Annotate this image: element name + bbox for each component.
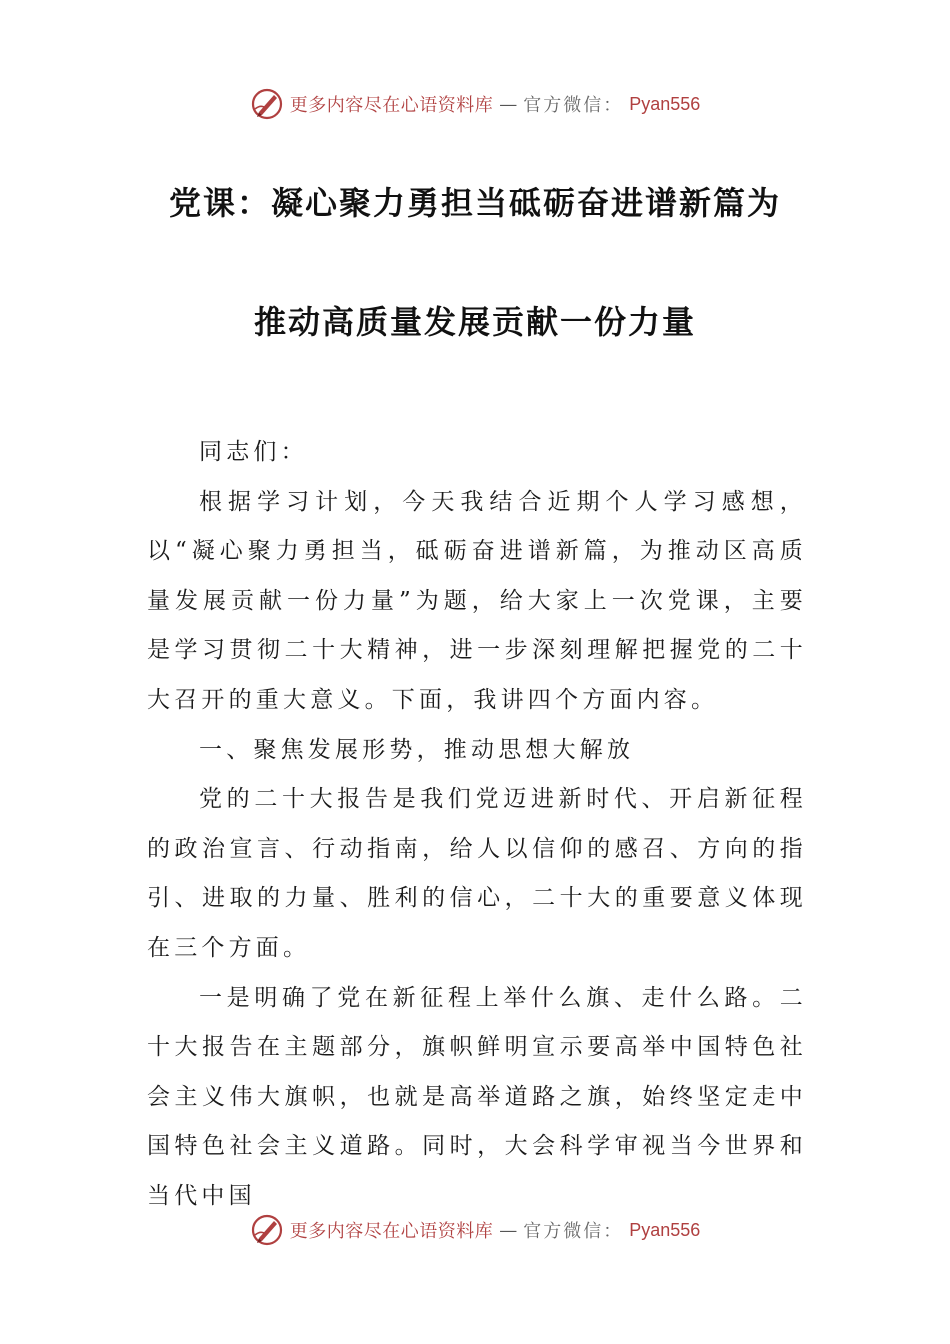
banner-wechat-id: Pyan556 <box>629 1219 701 1240</box>
salutation-paragraph: 同志们： <box>199 439 308 465</box>
banner-wechat-id: Pyan556 <box>629 93 701 114</box>
section-heading-1: 一、聚焦发展形势，推动思想大解放 <box>199 736 635 763</box>
banner-separator: — <box>499 1219 518 1241</box>
body-text <box>147 428 807 1222</box>
banner-wechat-label: 官方微信： <box>523 95 624 116</box>
title-line-2: 推动高质量发展贡献一份力量 <box>253 303 696 341</box>
banner-site-text: 更多内容尽在心语资料库 <box>289 1221 494 1242</box>
body-paragraph: 一是明确了党在新征程上举什么旗、走什么路。二十大报告在主题部分，旗帜鲜明宣示要高举中国特色社会主义伟大旗帜，也就是高举道路之旗，始终坚定走中国特色社会主义道路。同时，大会科学审视当今世界和当代中国 <box>147 984 807 1209</box>
pen-logo-icon <box>250 87 284 121</box>
banner-separator: — <box>499 93 518 115</box>
pen-logo-icon <box>250 1213 284 1247</box>
title-line-1: 党课：凝心聚力勇担当砥砺奋进谱新篇为 <box>168 184 781 222</box>
banner-wechat-label: 官方微信： <box>523 1221 624 1242</box>
header-banner <box>0 84 950 124</box>
intro-paragraph: 根据学习计划，今天我结合近期个人学习感想，以“凝心聚力勇担当，砥砺奋进谱新篇，为推动区高质量发展贡献一份力量”为题，给大家上一次党课，主要是学习贯彻二十大精神，进一步深刻理解把握党的二十大召开的重大意义。下面，我讲四个方面内容。 <box>147 488 807 713</box>
banner-site-text: 更多内容尽在心语资料库 <box>289 95 494 116</box>
body-paragraph: 党的二十大报告是我们党迈进新时代、开启新征程的政治宣言、行动指南，给人以信仰的感召、方向的指引、进取的力量、胜利的信心，二十大的重要意义体现在三个方面。 <box>147 786 807 961</box>
footer-banner <box>0 1210 950 1250</box>
